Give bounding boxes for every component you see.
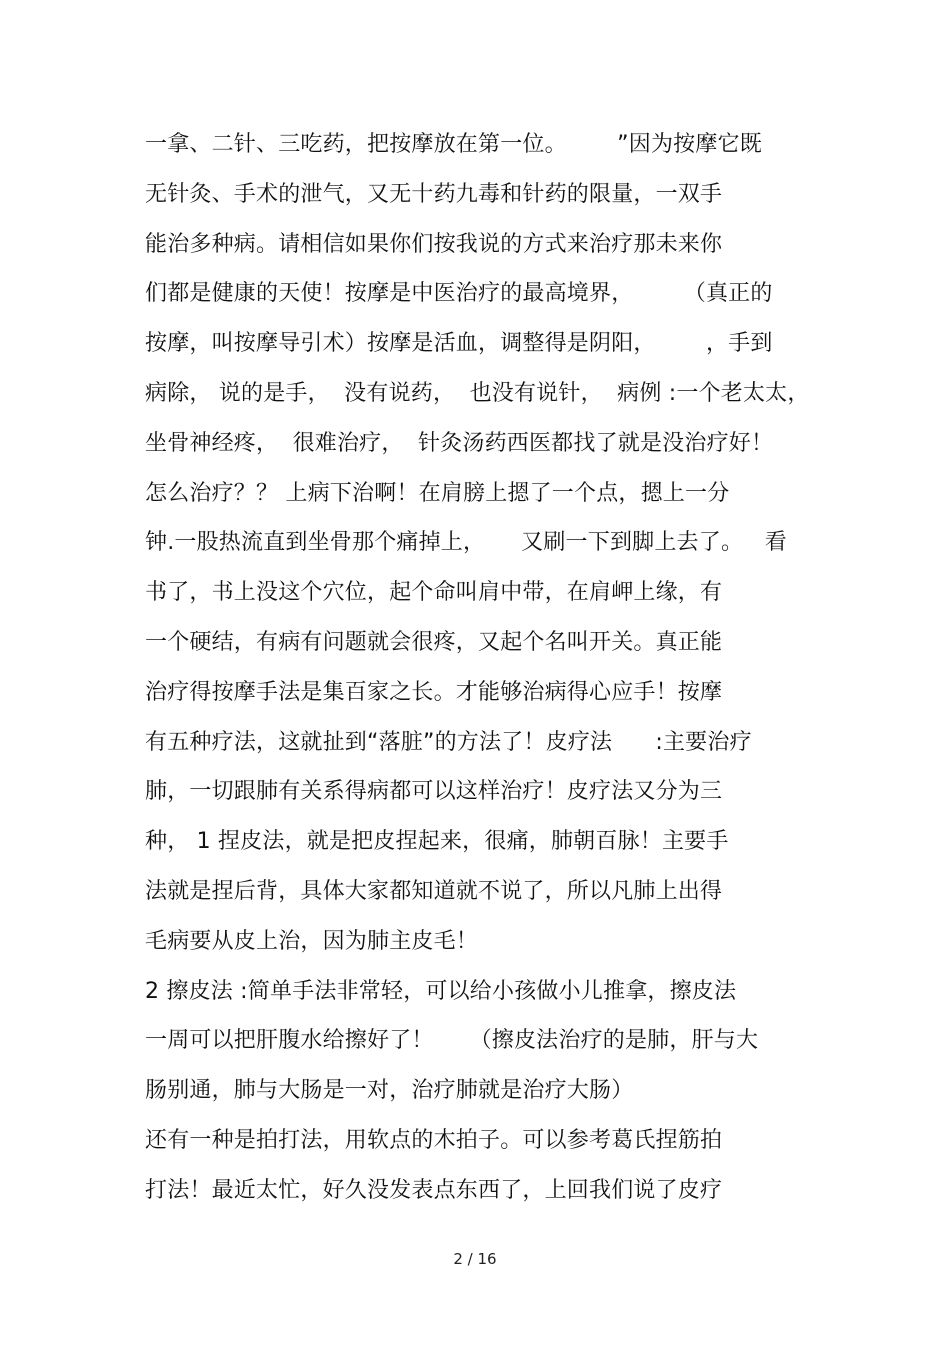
text-line: 能治多种病。请相信如果你们按我说的方式来治疗那未来你	[145, 231, 723, 257]
text-line: 治疗得按摩手法是集百家之长。才能够治病得心应手！按摩	[145, 679, 723, 705]
text-line: 肺，一切跟肺有关系得病都可以这样治疗！皮疗法又分为三	[145, 779, 723, 805]
text-line: 坐骨神经疼， 很难治疗， 针灸汤药西医都找了就是没治疗好！	[145, 430, 774, 456]
text-line: 毛病要从皮上治，因为肺主皮毛！	[145, 928, 479, 954]
text-line: 还有一种是拍打法，用软点的木拍子。可以参考葛氏捏筋拍	[145, 1127, 723, 1153]
text-body	[145, 120, 825, 1216]
text-line: 打法！最近太忙，好久没发表点东西了，上回我们说了皮疗	[145, 1177, 723, 1203]
text-line: 法就是捏后背，具体大家都知道就不说了，所以凡肺上出得	[145, 878, 723, 904]
text-line: 们都是健康的天使！按摩是中医治疗的最高境界， （真正的	[145, 281, 773, 307]
text-line: 一拿、二针、三吃药，把按摩放在第一位。 ”因为按摩它既	[145, 132, 762, 157]
text-line: 无针灸、手术的泄气，又无十药九毒和针药的限量，一双手	[145, 181, 723, 207]
text-line: 有五种疗法，这就扯到“落脏”的方法了！皮疗法 :主要治疗	[145, 729, 752, 755]
text-line: 2 擦皮法 :简单手法非常轻，可以给小孩做小儿推拿，擦皮法	[145, 978, 737, 1004]
page-number: 2 / 16	[453, 1250, 497, 1268]
text-line: 钟.一股热流直到坐骨那个痛掉上， 又刷一下到脚上去了。 看	[145, 530, 787, 556]
text-line: 肠别通，肺与大肠是一对，治疗肺就是治疗大肠）	[145, 1078, 634, 1104]
text-line: 书了，书上没这个穴位，起个命叫肩中带，在肩岬上缘，有	[145, 580, 723, 606]
text-line: 病除， 说的是手， 没有说药， 也没有说针， 病例 :一个老太太，	[145, 380, 810, 406]
text-line: 一个硬结，有病有问题就会很疼，又起个名叫开关。真正能	[145, 629, 723, 655]
text-line: 一周可以把肝腹水给擦好了！ （擦皮法治疗的是肺，肝与大	[145, 1028, 759, 1054]
text-line: 怎么治疗？？ 上病下治啊！在肩膀上摁了一个点，摁上一分	[145, 480, 730, 506]
text-line: 按摩，叫按摩导引术）按摩是活血，调整得是阴阳， ，手到	[145, 331, 773, 357]
text-line: 种， 1 捏皮法，就是把皮捏起来，很痛，肺朝百脉！主要手	[145, 829, 729, 855]
